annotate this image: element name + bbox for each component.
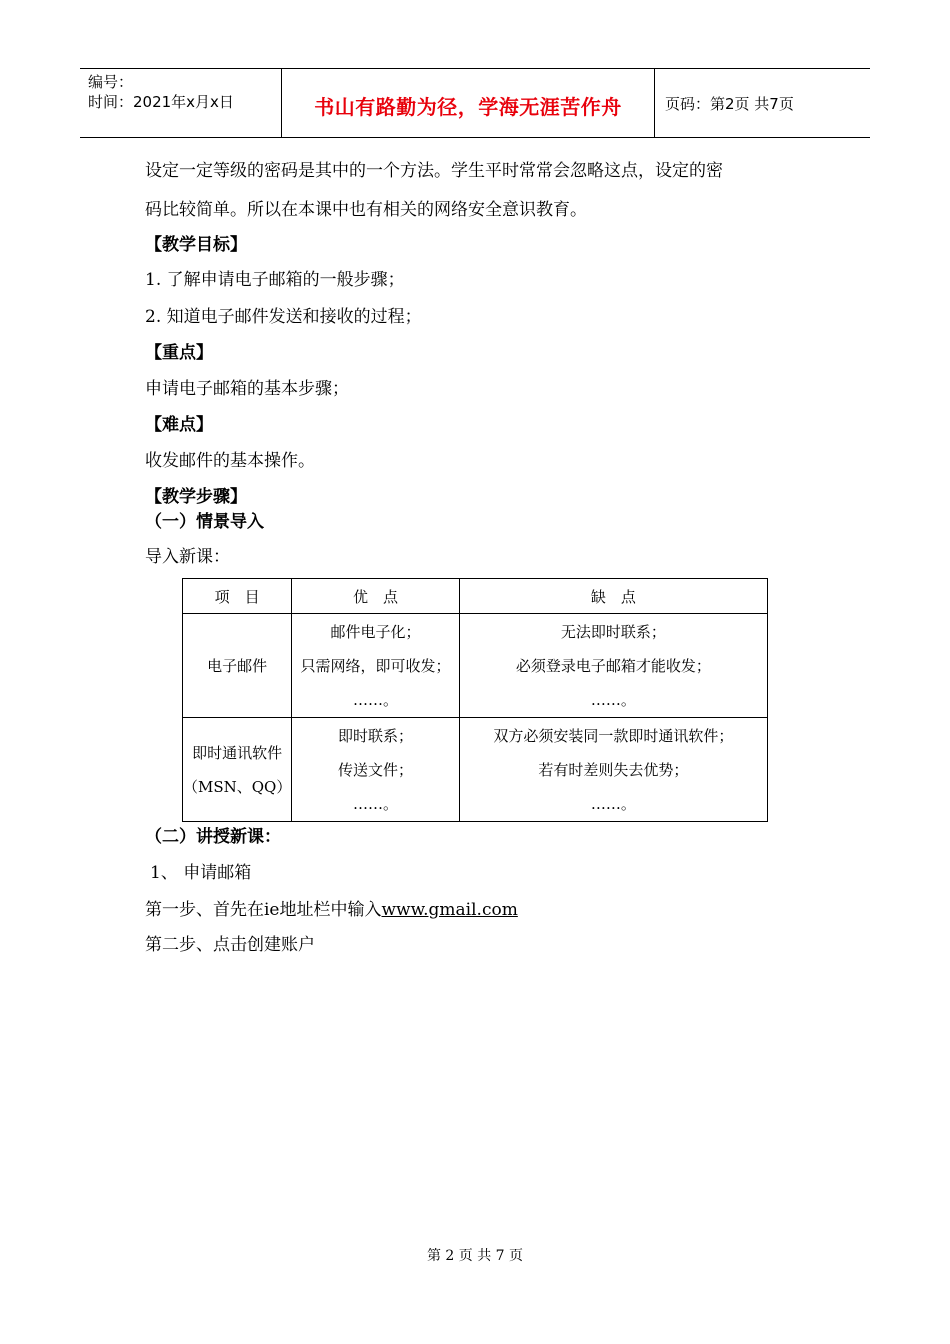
header-meta	[88, 72, 234, 112]
page-header	[80, 68, 870, 138]
intro-line-1: 设定一定等级的密码是其中的一个方法。学生平时常常会忽略这点，设定的密	[145, 161, 723, 181]
list-item: 1、 申请邮箱	[150, 863, 252, 883]
table-header-row	[183, 579, 768, 614]
key-text: 申请电子邮箱的基本步骤；	[145, 379, 349, 399]
section-heading: （一）情景导入	[145, 512, 264, 532]
header-motto: 书山有路勤为径，学海无涯苦作舟	[314, 95, 622, 119]
cell-line: ……。	[353, 690, 399, 709]
table-cell-item	[183, 718, 292, 822]
comparison-table	[182, 578, 768, 822]
header-number: 编号：	[88, 73, 134, 91]
cell-line: ……。	[590, 794, 636, 813]
step-line: 第二步、点击创建账户	[145, 935, 315, 955]
cell-line: 双方必须安装同一款即时通讯软件；	[493, 726, 734, 745]
cell-line: 电子邮件	[207, 656, 268, 675]
step-line	[145, 899, 518, 921]
cell-line: 无法即时联系；	[560, 622, 666, 641]
intro-line-2: 码比较简单。所以在本课中也有相关的网络安全意识教育。	[145, 200, 587, 220]
difficulty-text: 收发邮件的基本操作。	[145, 451, 315, 471]
table-row	[183, 718, 768, 822]
step-text: 第一步、首先在ie地址栏中输入	[145, 900, 382, 920]
goal-item: 2. 知道电子邮件发送和接收的过程；	[145, 307, 422, 327]
cell-line: 必须登录电子邮箱才能收发；	[515, 656, 711, 675]
gmail-link[interactable]: www.gmail.com	[381, 900, 518, 920]
section-heading: （二）讲授新课：	[145, 827, 281, 847]
table-cell-pros	[292, 614, 459, 718]
cell-line: 只需网络，即可收发；	[300, 656, 451, 675]
table-cell-pros	[292, 718, 459, 822]
cell-line: 若有时差则失去优势；	[538, 760, 689, 779]
cell-line: ……。	[590, 690, 636, 709]
cell-line: （MSN、QQ）	[183, 777, 292, 796]
header-time: 时间：2021年x月x日	[88, 93, 234, 111]
table-header-cell: 优 点	[292, 579, 459, 614]
header-page-number: 页码：第2页 共7页	[665, 95, 794, 113]
cell-line: 传送文件；	[338, 760, 414, 779]
goal-item: 1. 了解申请电子邮箱的一般步骤；	[145, 270, 405, 290]
goals-heading: 【教学目标】	[145, 235, 247, 255]
cell-line: ……。	[353, 794, 399, 813]
table-header-cell: 项 目	[183, 579, 292, 614]
steps-heading: 【教学步骤】	[145, 487, 247, 507]
table-cell-cons	[459, 614, 767, 718]
cell-line: 即时联系；	[338, 726, 414, 745]
table-cell-item	[183, 614, 292, 718]
page-footer: 第 2 页 共 7 页	[426, 1248, 524, 1264]
cell-line: 邮件电子化；	[330, 622, 421, 641]
key-heading: 【重点】	[145, 343, 213, 363]
table-row	[183, 614, 768, 718]
table-cell-cons	[459, 718, 767, 822]
section-text: 导入新课：	[145, 547, 230, 567]
cell-line: 即时通讯软件	[192, 743, 283, 762]
table-header-cell: 缺 点	[459, 579, 767, 614]
header-divider	[654, 69, 655, 137]
difficulty-heading: 【难点】	[145, 415, 213, 435]
